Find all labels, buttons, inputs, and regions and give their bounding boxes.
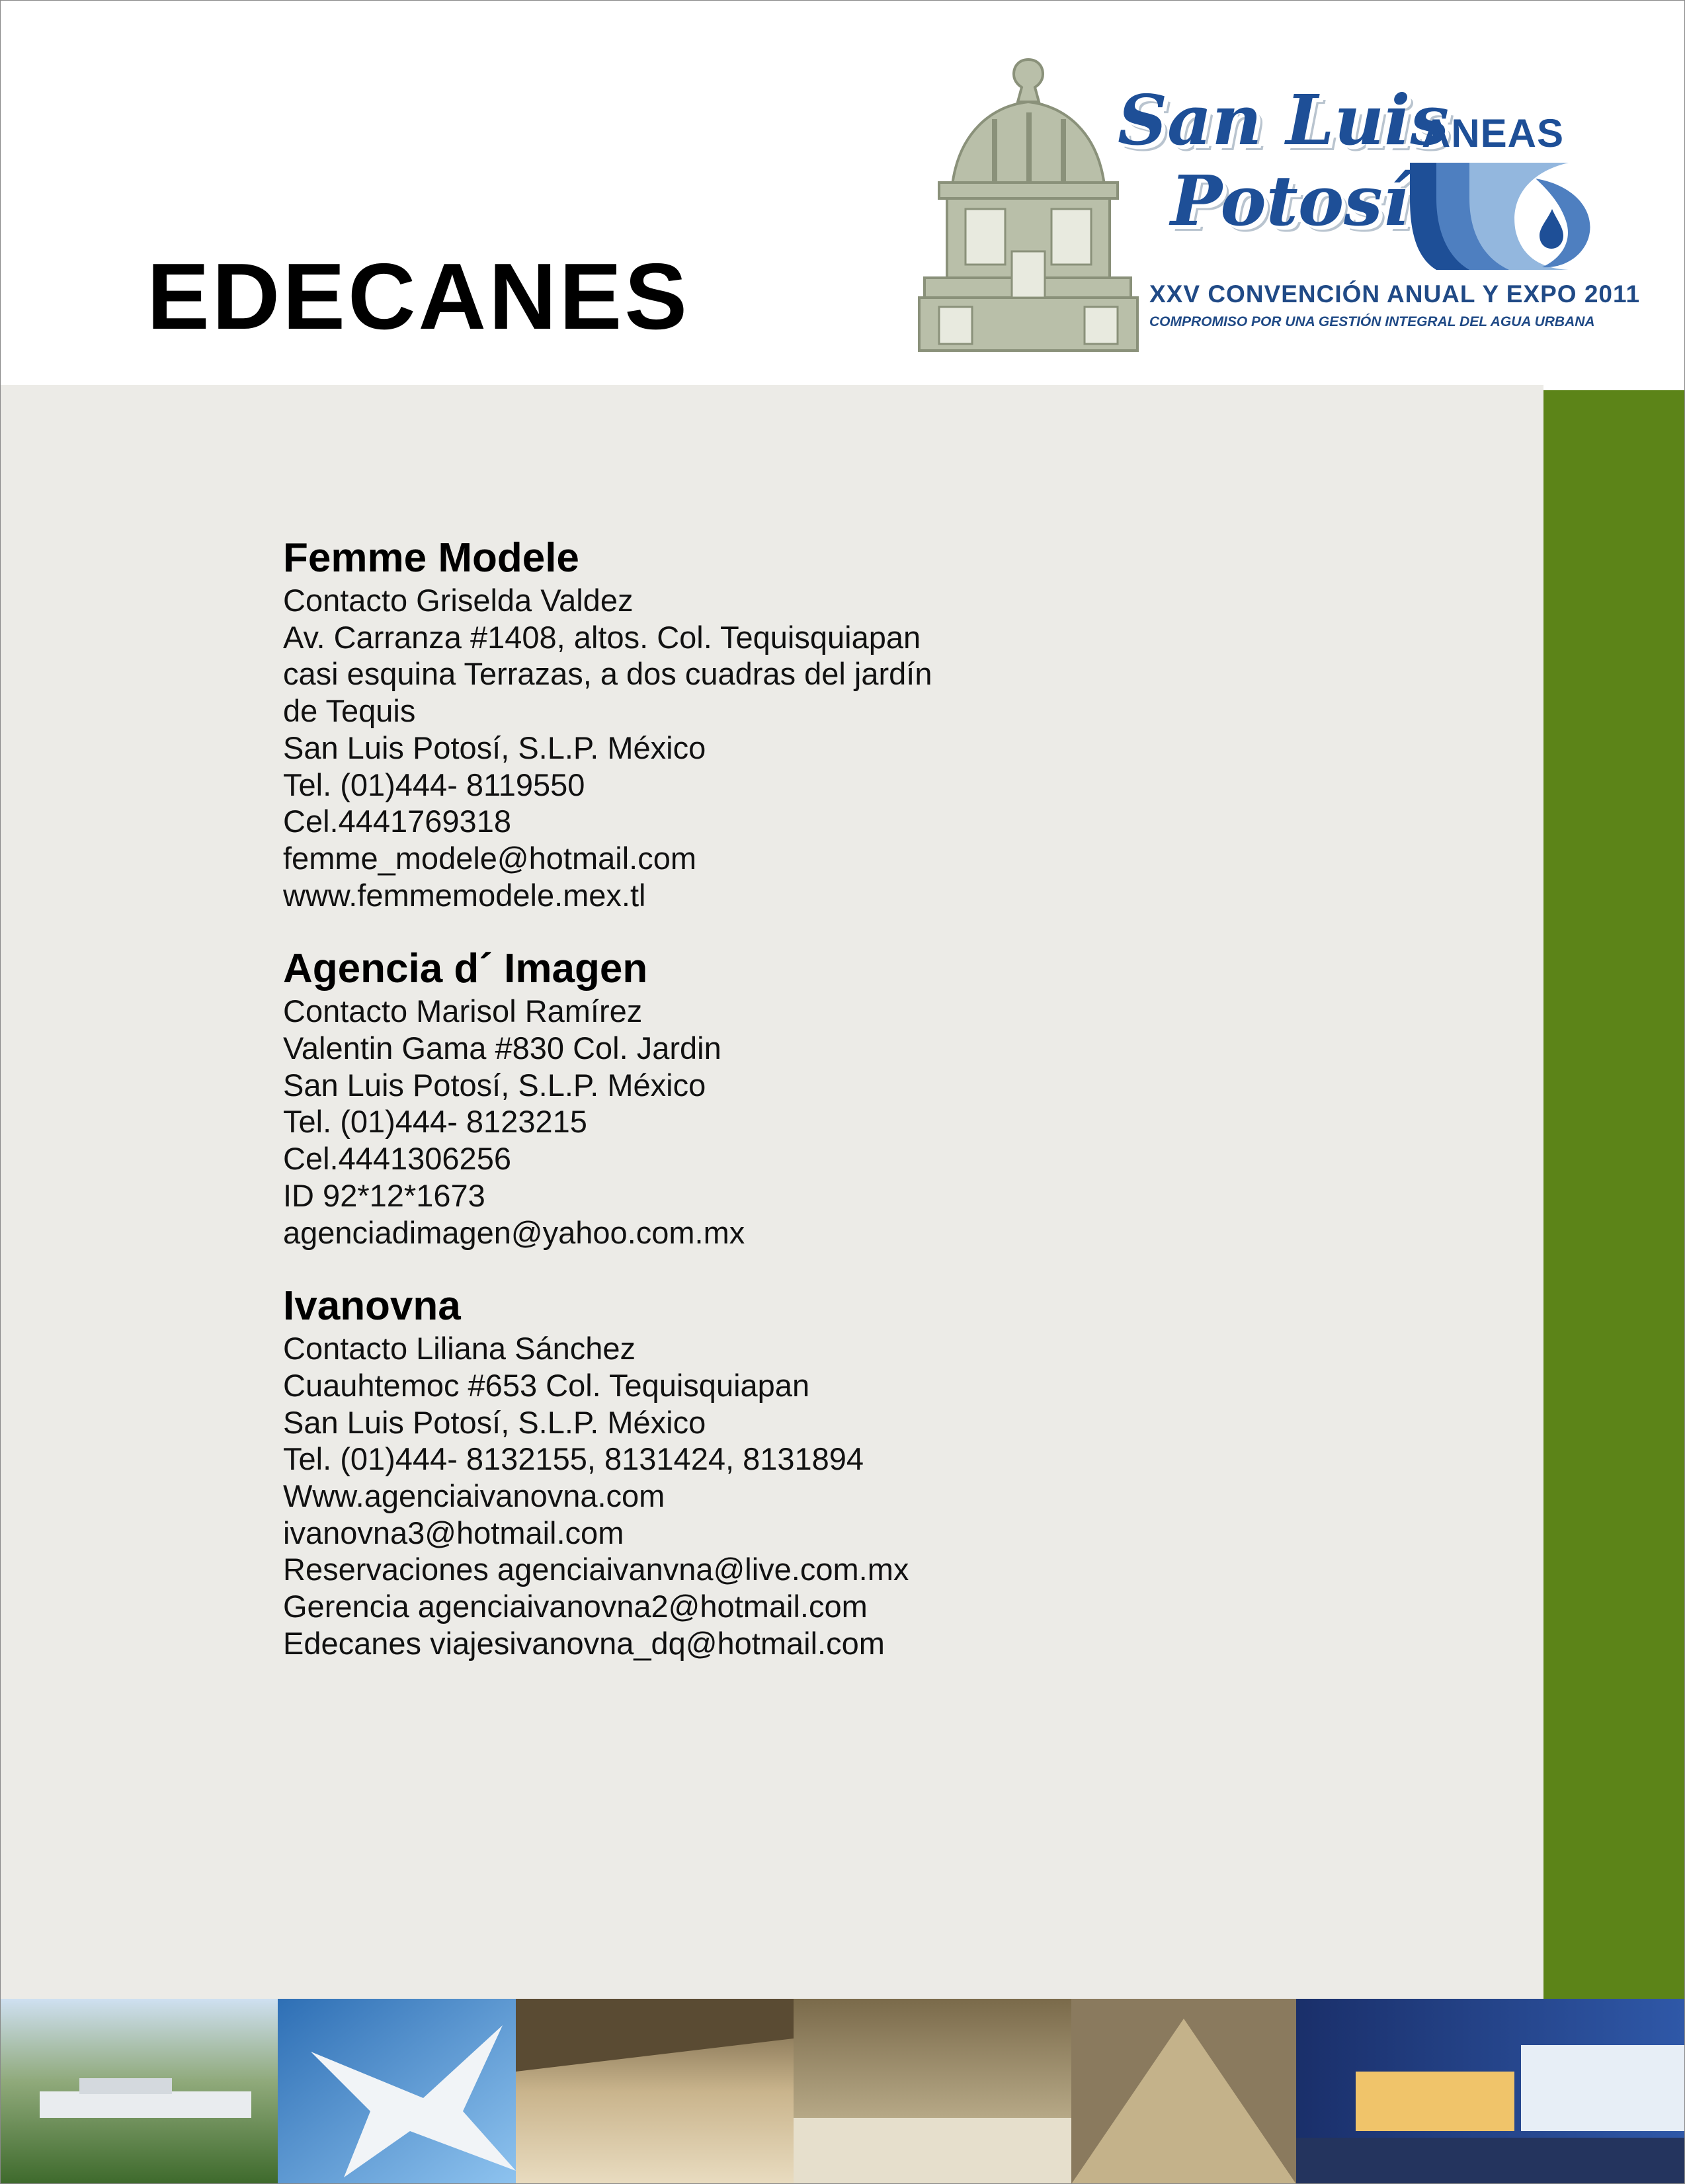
agency-entry	[283, 534, 1275, 913]
agency-name: Ivanovna	[283, 1283, 461, 1329]
footer-photo-strip	[0, 1999, 1685, 2184]
agency-entry	[283, 1282, 1275, 1661]
agency-address: casi esquina Terrazas, a dos cuadras del jardín	[283, 656, 932, 692]
agency-mobile: Cel.4441306256	[283, 1141, 511, 1177]
agency-email: Reservaciones agenciaivanvna@live.com.mx	[283, 1552, 909, 1587]
agency-website: Www.agenciaivanovna.com	[283, 1478, 665, 1514]
agency-contact: Contacto Marisol Ramírez	[283, 993, 643, 1029]
agency-phone: Tel. (01)444- 8119550	[283, 767, 585, 802]
agency-name: Agencia d´ Imagen	[283, 946, 648, 992]
agency-email: agenciadimagen@yahoo.com.mx	[283, 1214, 745, 1250]
agency-city: San Luis Potosí, S.L.P. México	[283, 730, 706, 765]
accent-bar	[1543, 390, 1685, 1999]
agency-address: de Tequis	[283, 693, 416, 729]
page-title: EDECANES	[147, 244, 690, 349]
cathedral-dome-icon	[913, 53, 1144, 357]
agency-id: ID 92*12*1673	[283, 1177, 485, 1213]
agency-website: www.femmemodele.mex.tl	[283, 877, 646, 913]
agency-email: Edecanes viajesivanovna_dq@hotmail.com	[283, 1625, 885, 1661]
agency-email: femme_modele@hotmail.com	[283, 840, 696, 876]
convention-logo	[913, 53, 1641, 364]
agency-address: Valentin Gama #830 Col. Jardin	[283, 1030, 721, 1066]
agency-address: Av. Carranza #1408, altos. Col. Tequisquiapan	[283, 619, 921, 655]
agency-phone: Tel. (01)444- 8123215	[283, 1104, 587, 1140]
agency-email: ivanovna3@hotmail.com	[283, 1515, 624, 1550]
agency-mobile: Cel.4441769318	[283, 804, 511, 839]
agency-name: Femme Modele	[283, 535, 579, 581]
water-drop-icon	[1410, 159, 1602, 271]
agency-city: San Luis Potosí, S.L.P. México	[283, 1067, 706, 1103]
header	[0, 0, 1685, 385]
agency-address: Cuauhtemoc #653 Col. Tequisquiapan	[283, 1367, 810, 1403]
logo-convention: XXV CONVENCIÓN ANUAL Y EXPO 2011	[1149, 280, 1641, 308]
logo-org: ANEAS	[1422, 111, 1565, 155]
agency-email: Gerencia agenciaivanovna2@hotmail.com	[283, 1589, 868, 1624]
agency-contact: Contacto Griselda Valdez	[283, 583, 634, 618]
agency-list	[283, 534, 1275, 1694]
venue-photos-image	[0, 1999, 1685, 2184]
agency-city: San Luis Potosí, S.L.P. México	[283, 1404, 706, 1440]
logo-city-line1: San Luis	[1118, 79, 1450, 161]
logo-city-line2: Potosí	[1171, 160, 1409, 241]
logo-tagline: COMPROMISO POR UNA GESTIÓN INTEGRAL DEL AGUA URBANA	[1149, 314, 1595, 329]
agency-phone: Tel. (01)444- 8132155, 8131424, 8131894	[283, 1441, 864, 1477]
agency-entry	[283, 945, 1275, 1251]
agency-contact: Contacto Liliana Sánchez	[283, 1331, 636, 1366]
